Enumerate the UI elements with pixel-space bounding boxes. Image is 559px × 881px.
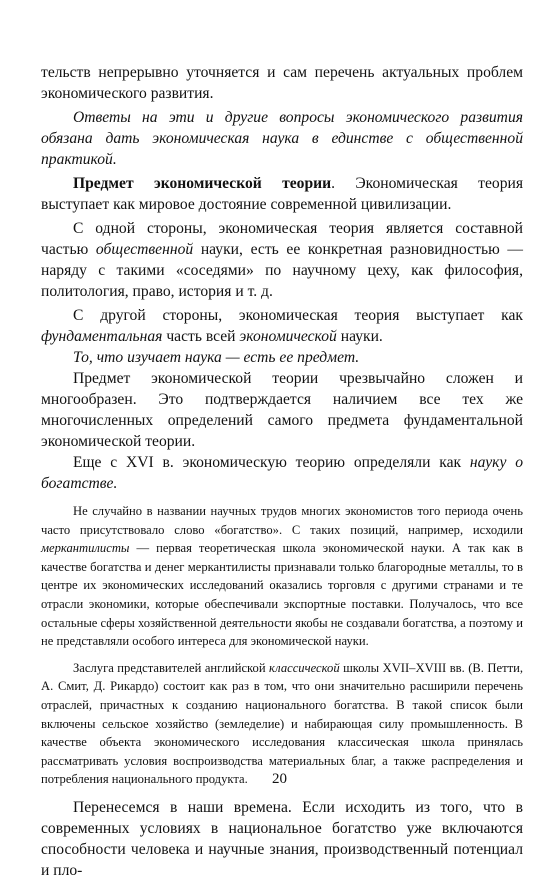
paragraph-subject-heading xyxy=(41,173,523,215)
small-paragraph-classical-school xyxy=(41,659,523,789)
paragraph-modern-times xyxy=(41,797,523,881)
text-body xyxy=(41,62,523,881)
small-paragraph-mercantilists xyxy=(41,502,523,651)
paragraph-text: школы XVII–XVIII вв. (В. Петти, А. Смит, Д. Рикардо) состоит как раз в том, что они значительно расширили перечень отраслей, причастных к созданию национального богатства. В такой список были включены сельское хозяйство (земледелие) и набирающая силу промышленность. В качестве объекта экономического исследования классическая школа принялась рассматривать условия воспроизводства материальных благ, а также распределения и потребления национального продукта. xyxy=(41,660,523,787)
paragraph-italic-statement xyxy=(41,107,523,170)
paragraph-text: Не случайно в названии научных трудов многих экономистов того периода очень часто присутствовало слово «богатство». С таких позиций, например, исходили xyxy=(41,504,523,537)
paragraph-text: Заслуга представителей английской xyxy=(73,660,270,675)
italic-text: Ответы на эти и другие вопросы экономического развития обязана дать экономическая наука в единстве с общественной практикой. xyxy=(41,109,523,168)
italic-text: науку о богатстве. xyxy=(41,454,523,492)
paragraph-other-side xyxy=(41,305,523,347)
paragraph-text: . Экономическая теория выступает как мировое достояние современной цивилизации. xyxy=(41,175,524,213)
italic-text: классической xyxy=(269,660,340,675)
paragraph-text: часть всей xyxy=(162,328,240,345)
paragraph-text: науки. xyxy=(336,328,383,345)
paragraph-complexity xyxy=(41,368,523,452)
paragraph-text: — первая теоретическая школа экономической науки. А так как в качестве богатства и денег меркантилисты признавали только благородные металлы, то в центре их экономических исследований оказались торговля с другими странами и те отрасли экономики, которые обеспечивали экспортные поставки. Получалось, что все остальные сферы хозяйственной деятельности якобы не создавали богатства, а поэтому и не представляли особого интереса для экономической науки. xyxy=(41,541,523,649)
italic-text: общественной xyxy=(95,241,194,258)
paragraph-text: Еще с XVI в. экономическую теорию определяли как xyxy=(73,454,470,471)
paragraph-text: Предмет экономической теории чрезвычайно сложен и многообразен. Это подтверждается наличием все тех же многочисленных определений самого предмета фундаментальной экономической теории. xyxy=(41,370,523,450)
section-heading: Предмет экономической теории xyxy=(73,175,332,192)
page-number: 20 xyxy=(272,771,287,787)
paragraph-text: С другой стороны, экономическая теория выступает как xyxy=(73,307,523,324)
paragraph-text: науки, есть ее конкретная разновидностью — наряду с такими «соседями» по научному цеху, как философия, политология, право, история и т. д. xyxy=(41,241,523,300)
paragraph-definition xyxy=(41,347,523,368)
paragraph-wealth xyxy=(41,452,523,494)
italic-text: То, что изучает наука — есть ее предмет. xyxy=(73,349,360,366)
paragraph-text: Перенесемся в наши времена. Если исходить из того, что в современных условиях в национальное богатство уже включаются способности человека и научные знания, производственный потенциал и пло- xyxy=(41,798,523,879)
paragraph-text: тельств непрерывно уточняется и сам перечень актуальных проблем экономического развития. xyxy=(41,64,523,102)
italic-text: фундаментальная xyxy=(41,328,163,345)
paragraph-one-side xyxy=(41,218,523,302)
paragraph-text: С одной стороны, экономическая теория является составной частью xyxy=(41,220,523,258)
italic-text: меркантилисты xyxy=(41,541,130,556)
italic-text: экономической xyxy=(239,328,337,345)
paragraph-continuation xyxy=(41,62,523,104)
